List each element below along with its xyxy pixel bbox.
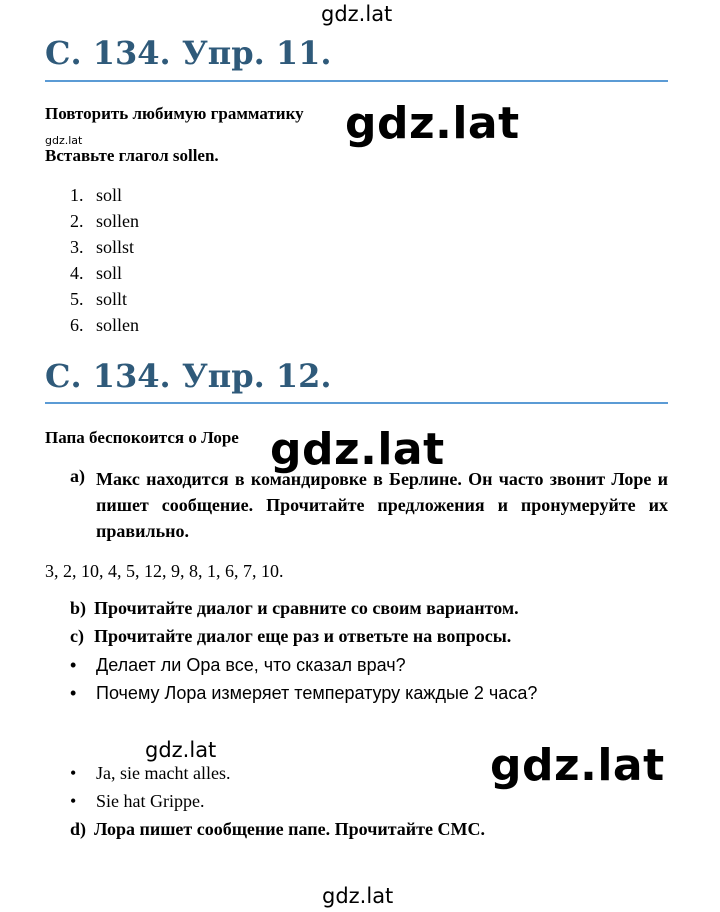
question-item: • Делает ли Ора все, что сказал врач? — [70, 655, 406, 675]
ex11-instruction: Вставьте глагол sollen. — [45, 146, 219, 165]
watermark-middle: gdz.lat — [145, 738, 217, 762]
task-b: b) Прочитайте диалог и сравните со своим вариантом. — [70, 598, 519, 618]
task-d: d) Лора пишет сообщение папе. Прочитайте СМС. — [70, 819, 485, 839]
watermark-big-2: gdz.lat — [270, 424, 445, 475]
watermark-top: gdz.lat — [321, 2, 393, 26]
question-item: • Почему Лора измеряет температуру каждые 2 часа? — [70, 683, 538, 703]
answer-item: • Ja, sie macht alles. — [70, 763, 231, 783]
ex12-subtitle: Папа беспокоится о Лоре — [45, 428, 239, 447]
ex11-answer: 3. sollst — [70, 237, 135, 257]
ex11-answer: 5. sollt — [70, 289, 128, 309]
watermark-bottom: gdz.lat — [322, 884, 394, 908]
answer-item: • Sie hat Grippe. — [70, 791, 205, 811]
ex12-heading: С. 134. Упр. 12. — [45, 357, 332, 395]
watermark-small: gdz.lat — [45, 134, 83, 147]
ex11-divider — [45, 80, 668, 82]
task-a-text: Макс находится в командировке в Берлине. Он часто звонит Лоре и пишет сообщение. Прочитайте предложения и пронумеруйте их правильно. — [96, 469, 668, 541]
ex11-answer: 2. sollen — [70, 211, 139, 231]
task-c: c) Прочитайте диалог еще раз и ответьте на вопросы. — [70, 626, 512, 646]
watermark-big-3: gdz.lat — [490, 740, 665, 791]
ex11-heading: С. 134. Упр. 11. — [45, 34, 332, 72]
ex11-answer: 4. soll — [70, 263, 123, 283]
ex11-answer: 1. soll — [70, 185, 123, 205]
task-a-answer: 3, 2, 10, 4, 5, 12, 9, 8, 1, 6, 7, 10. — [45, 561, 284, 581]
ex11-subtitle: Повторить любимую грамматику — [45, 104, 304, 123]
ex11-answer: 6. sollen — [70, 315, 139, 335]
task-a-letter: a) — [70, 466, 85, 486]
ex12-divider — [45, 402, 668, 404]
watermark-big-1: gdz.lat — [345, 98, 520, 149]
